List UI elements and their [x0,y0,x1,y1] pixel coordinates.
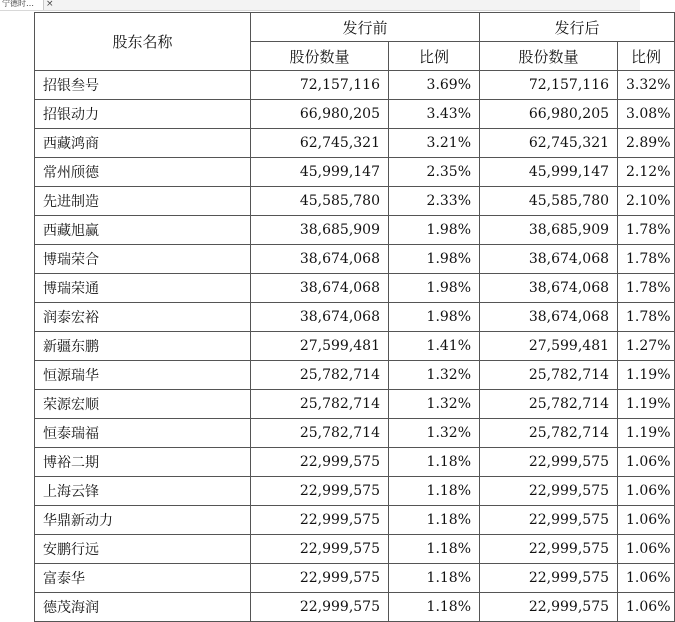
shareholder-name-cell: 新疆东鹏 [35,332,251,361]
shares-before-cell: 38,674,068 [251,303,389,332]
shareholder-name-cell: 德茂海润 [35,593,251,622]
table-row [35,506,675,535]
document-tab[interactable]: 宁德时… [0,0,44,10]
shares-after-cell: 22,999,575 [480,564,618,593]
shares-after-cell: 25,782,714 [480,361,618,390]
shares-after-cell: 22,999,575 [480,448,618,477]
ratio-after-cell: 1.78% [618,274,675,303]
shares-before-cell: 62,745,321 [251,129,389,158]
shares-after-cell: 38,685,909 [480,216,618,245]
table-body [35,71,675,622]
ratio-before-cell: 1.98% [389,245,480,274]
shares-before-cell: 25,782,714 [251,390,389,419]
shares-after-cell: 22,999,575 [480,535,618,564]
ratio-after-cell: 1.06% [618,593,675,622]
ratio-before-cell: 1.18% [389,593,480,622]
header-ratio-after: 比例 [618,42,675,71]
ratio-after-cell: 3.32% [618,71,675,100]
table-row [35,245,675,274]
shares-after-cell: 38,674,068 [480,274,618,303]
ratio-after-cell: 2.89% [618,129,675,158]
ratio-after-cell: 1.19% [618,390,675,419]
shares-before-cell: 27,599,481 [251,332,389,361]
table-row [35,187,675,216]
shares-before-cell: 22,999,575 [251,535,389,564]
ratio-after-cell: 1.06% [618,477,675,506]
shareholder-name-cell: 润泰宏裕 [35,303,251,332]
shareholder-name-cell: 上海云锋 [35,477,251,506]
ratio-before-cell: 1.98% [389,303,480,332]
shareholder-name-cell: 安鹏行远 [35,535,251,564]
ratio-after-cell: 1.06% [618,448,675,477]
table-row [35,564,675,593]
ratio-after-cell: 3.08% [618,100,675,129]
shares-after-cell: 38,674,068 [480,303,618,332]
shareholder-table [34,12,675,622]
table-row [35,274,675,303]
shareholder-name-cell: 常州颀德 [35,158,251,187]
shares-before-cell: 38,674,068 [251,274,389,303]
table-row [35,535,675,564]
ratio-before-cell: 1.32% [389,361,480,390]
shares-after-cell: 45,999,147 [480,158,618,187]
header-ratio-before: 比例 [389,42,480,71]
shares-before-cell: 25,782,714 [251,361,389,390]
shareholder-name-cell: 招银叁号 [35,71,251,100]
shares-after-cell: 22,999,575 [480,477,618,506]
ratio-after-cell: 1.19% [618,361,675,390]
header-shareholder-name: 股东名称 [35,13,251,71]
shareholder-name-cell: 富泰华 [35,564,251,593]
shareholder-name-cell: 博裕二期 [35,448,251,477]
ratio-after-cell: 1.78% [618,216,675,245]
table-row [35,216,675,245]
ratio-before-cell: 3.21% [389,129,480,158]
shareholder-name-cell: 恒泰瑞福 [35,419,251,448]
shares-before-cell: 38,674,068 [251,245,389,274]
ratio-after-cell: 1.06% [618,506,675,535]
shares-before-cell: 22,999,575 [251,506,389,535]
ratio-after-cell: 1.27% [618,332,675,361]
table-row [35,129,675,158]
shares-before-cell: 22,999,575 [251,448,389,477]
shares-after-cell: 22,999,575 [480,506,618,535]
shares-after-cell: 45,585,780 [480,187,618,216]
header-shares-before: 股份数量 [251,42,389,71]
header-shares-after: 股份数量 [480,42,618,71]
shareholder-name-cell: 博瑞荣合 [35,245,251,274]
shares-after-cell: 38,674,068 [480,245,618,274]
shareholder-name-cell: 荣源宏顺 [35,390,251,419]
table-row [35,303,675,332]
table-row [35,158,675,187]
shares-before-cell: 25,782,714 [251,419,389,448]
table-row [35,448,675,477]
table-row [35,361,675,390]
ratio-after-cell: 2.10% [618,187,675,216]
shares-before-cell: 66,980,205 [251,100,389,129]
header-before-issuance: 发行前 [251,13,480,42]
shareholder-name-cell: 恒源瑞华 [35,361,251,390]
ratio-before-cell: 3.69% [389,71,480,100]
shares-after-cell: 72,157,116 [480,71,618,100]
ratio-before-cell: 1.98% [389,274,480,303]
shares-after-cell: 66,980,205 [480,100,618,129]
shares-after-cell: 27,599,481 [480,332,618,361]
ratio-after-cell: 1.06% [618,564,675,593]
ratio-before-cell: 1.41% [389,332,480,361]
shareholder-name-cell: 华鼎新动力 [35,506,251,535]
ratio-after-cell: 1.78% [618,303,675,332]
table-row [35,593,675,622]
shares-before-cell: 38,685,909 [251,216,389,245]
shares-after-cell: 62,745,321 [480,129,618,158]
shares-before-cell: 45,999,147 [251,158,389,187]
shareholder-table-container [34,12,671,622]
ratio-after-cell: 1.78% [618,245,675,274]
shareholder-name-cell: 招银动力 [35,100,251,129]
ratio-after-cell: 2.12% [618,158,675,187]
table-row [35,100,675,129]
ratio-after-cell: 1.19% [618,419,675,448]
shares-before-cell: 22,999,575 [251,593,389,622]
close-icon[interactable]: × [46,0,54,9]
ratio-before-cell: 3.43% [389,100,480,129]
table-row [35,71,675,100]
table-row [35,419,675,448]
ratio-before-cell: 1.18% [389,564,480,593]
ratio-after-cell: 1.06% [618,535,675,564]
ratio-before-cell: 1.32% [389,390,480,419]
shareholder-name-cell: 先进制造 [35,187,251,216]
ratio-before-cell: 1.98% [389,216,480,245]
header-after-issuance: 发行后 [480,13,675,42]
ratio-before-cell: 1.32% [389,419,480,448]
table-row [35,332,675,361]
shares-before-cell: 22,999,575 [251,564,389,593]
shares-after-cell: 25,782,714 [480,390,618,419]
shares-before-cell: 22,999,575 [251,477,389,506]
ratio-before-cell: 1.18% [389,506,480,535]
shares-after-cell: 22,999,575 [480,593,618,622]
shares-before-cell: 45,585,780 [251,187,389,216]
shareholder-name-cell: 西藏旭赢 [35,216,251,245]
ratio-before-cell: 1.18% [389,535,480,564]
ratio-before-cell: 2.35% [389,158,480,187]
tab-strip [0,0,640,11]
ratio-before-cell: 1.18% [389,448,480,477]
ratio-before-cell: 1.18% [389,477,480,506]
shares-after-cell: 25,782,714 [480,419,618,448]
ratio-before-cell: 2.33% [389,187,480,216]
table-row [35,477,675,506]
shares-before-cell: 72,157,116 [251,71,389,100]
table-row [35,390,675,419]
shareholder-name-cell: 西藏鸿商 [35,129,251,158]
shareholder-name-cell: 博瑞荣通 [35,274,251,303]
